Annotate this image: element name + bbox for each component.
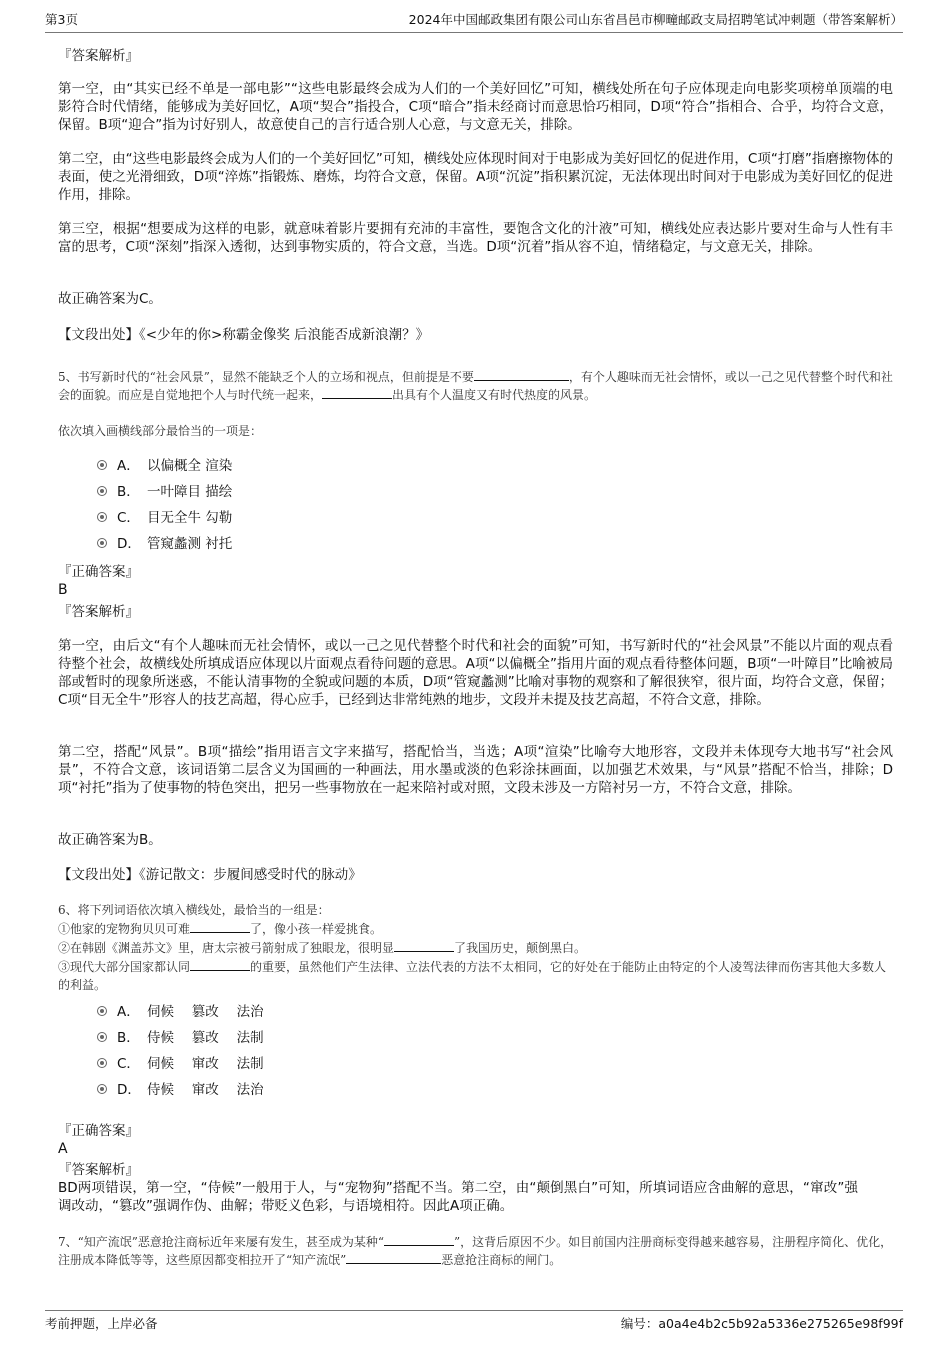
- q5-blank-2: [322, 386, 392, 399]
- radio-icon[interactable]: [97, 1006, 107, 1016]
- q6-blank-3: [190, 958, 250, 971]
- radio-icon[interactable]: [97, 1058, 107, 1068]
- q5-blank-1: [474, 368, 569, 381]
- q6-option-b[interactable]: B． 侍候 篡改 法制: [97, 1029, 264, 1047]
- page-footer: [45, 1310, 903, 1335]
- q5-analysis-label: 『答案解析』: [58, 604, 139, 620]
- footer-slogan: 考前押题，上岸必备: [45, 1316, 158, 1331]
- q5-stem: 5、书写新时代的“社会风景”，显然不能缺乏个人的立场和视点，但前提是不要 ，有个人趣味而无社会情怀，或以一己之见代替整个时代和社会的面貌。而应是自觉地把个人与时代统一起来， 出具有个人温度又有时代热度的风景。: [58, 370, 893, 402]
- q5-prompt: 依次填入画横线部分最恰当的一项是：: [58, 424, 263, 438]
- q6-answer: A: [58, 1141, 68, 1157]
- radio-icon[interactable]: [97, 486, 107, 496]
- q5-option-a[interactable]: A． 以偏概全 渲染: [97, 457, 232, 475]
- q5-analysis-p2: 第二空，搭配“风景”。B项“描绘”指用语言文字来描写，搭配恰当，当选；A项“渲染”比喻夸大地形容，文段并未体现夸大地书写“社会风景”，不符合文意，该词语第二层含义为国画的一种画法，用水墨或淡的色彩涂抹画面，以加强艺术效果，与“风景”搭配不恰当，排除；D项“衬托”指为了使事物的特色突出，把另一些事物放在一起来陪衬或对照，文段未涉及一方陪衬另一方，不符合文意，排除。: [58, 744, 893, 796]
- q4-source: 【文段出处】《<少年的你>称霸金像奖 后浪能否成新浪潮？》: [58, 327, 430, 343]
- radio-icon[interactable]: [97, 1032, 107, 1042]
- q4-analysis-label: 『答案解析』: [58, 48, 139, 64]
- document-title: 2024年中国邮政集团有限公司山东省昌邑市柳疃邮政支局招聘笔试冲刺题（带答案解析）: [408, 12, 903, 27]
- radio-icon[interactable]: [97, 512, 107, 522]
- q5-option-d[interactable]: D． 管窥蠡测 衬托: [97, 535, 232, 553]
- q5-conclusion: 故正确答案为B。: [58, 832, 162, 848]
- q5-source: 【文段出处】《游记散文：步履间感受时代的脉动》: [58, 867, 362, 883]
- q5-answer: B: [58, 582, 68, 598]
- document-id: 编号：a0a4e4b2c5b92a5336e275265e98f99f: [620, 1316, 903, 1331]
- radio-icon[interactable]: [97, 538, 107, 548]
- q6-option-c[interactable]: C． 伺候 窜改 法制: [97, 1055, 264, 1073]
- q4-analysis-p2: 第二空，由“这些电影最终会成为人们的一个美好回忆”可知，横线处应体现时间对于电影成为美好回忆的促进作用，C项“打磨”指磨擦物体的表面，使之光滑细致，D项“淬炼”指锻炼、磨炼，均符合文意，保留。A项“沉淀”指积累沉淀，无法体现出时间对于电影成为美好回忆的促进作用，排除。: [58, 151, 893, 203]
- q4-analysis-p1: 第一空，由“其实已经不单是一部电影”“这些电影最终会成为人们的一个美好回忆”可知，横线处所在句子应体现走向电影奖项榜单顶端的电影符合时代情绪，能够成为美好回忆，A项“契合”指投合，C项“暗合”指未经商讨而意思恰巧相同，D项“符合”指相合、合乎，均符合文意，保留。B项“迎合”指为讨好别人，故意使自己的言行适合别人心意，与文意无关，排除。: [58, 81, 893, 133]
- q7-stem: 7、“知产流氓”恶意抢注商标近年来屡有发生，甚至成为某种“ ”，这背后原因不少。如目前国内注册商标变得越来越容易，注册程序简化、优化，注册成本降低等等，这些原因都变相拉开了“知产流氓” 恶意抢注商标的闸门。: [58, 1235, 893, 1267]
- q4-analysis-p3: 第三空，根据“想要成为这样的电影，就意味着影片要拥有充沛的丰富性，要饱含文化的汁液”可知，横线处应表达影片要对生命与人性有丰富的思考，C项“深刻”指深入透彻，达到事物实质的，符合文意，当选。D项“沉着”指从容不迫，情绪稳定，与文意无关，排除。: [58, 221, 893, 255]
- q6-blank-1: [190, 920, 250, 933]
- q6-option-a[interactable]: A． 伺候 篡改 法治: [97, 1003, 264, 1021]
- q5-analysis-p1: 第一空，由后文“有个人趣味而无社会情怀，或以一己之见代替整个时代和社会的面貌”可知，书写新时代的“社会风景”不能以片面的观点看待整个社会，故横线处所填成语应体现以片面观点看待问题的意思。A项“以偏概全”指用片面的观点看待整体问题，B项“一叶障目”比喻被局部或暂时的现象所迷惑，不能认清事物的全貌或问题的本质，D项“管窥蠡测”比喻对事物的观察和了解很狭窄，很片面，均符合文意，保留；C项“目无全牛”形容人的技艺高超，得心应手，已经到达非常纯熟的地步，文段并未提及技艺高超，不符合文意，排除。: [58, 638, 893, 708]
- q5-correct-label: 『正确答案』: [58, 564, 139, 580]
- q6-stem: 6、将下列词语依次填入横线处，最恰当的一组是：: [58, 903, 330, 917]
- radio-icon[interactable]: [97, 1084, 107, 1094]
- q5-option-c[interactable]: C． 目无全牛 勾勒: [97, 509, 232, 527]
- q6-option-d[interactable]: D． 侍候 窜改 法治: [97, 1081, 264, 1099]
- q4-conclusion: 故正确答案为C。: [58, 291, 162, 307]
- q7-blank-1: [384, 1233, 454, 1246]
- q6-analysis-label: 『答案解析』: [58, 1162, 139, 1178]
- q6-blank-2: [394, 939, 454, 952]
- radio-icon[interactable]: [97, 460, 107, 470]
- q6-sentence-3: ③现代大部分国家都认同 的重要，虽然他们产生法律、立法代表的方法不太相同，它的好处在于能防止由特定的个人凌驾法律而伤害其他大多数人的利益。: [58, 960, 887, 992]
- page-number: 第3页: [45, 12, 78, 27]
- page-header: [45, 10, 903, 33]
- q6-correct-label: 『正确答案』: [58, 1123, 139, 1139]
- q6-analysis: BD两项错误，第一空，“侍候”一般用于人，与“宠物狗”搭配不当。第二空，由“颠倒黑白”可知，所填词语应含曲解的意思，“窜改”强调改动，“篡改”强调作伪、曲解；带贬义色彩，与语境相符。因此A项正确。: [58, 1180, 858, 1214]
- q7-blank-2: [346, 1251, 441, 1264]
- q6-sentence-1: ①他家的宠物狗贝贝可难 了，像小孩一样爱挑食。: [58, 922, 383, 936]
- q6-sentence-2: ②在韩剧《渊盖苏文》里，唐太宗被弓箭射成了独眼龙，很明显 了我国历史，颠倒黑白。: [58, 941, 587, 955]
- q5-option-b[interactable]: B． 一叶障目 描绘: [97, 483, 232, 501]
